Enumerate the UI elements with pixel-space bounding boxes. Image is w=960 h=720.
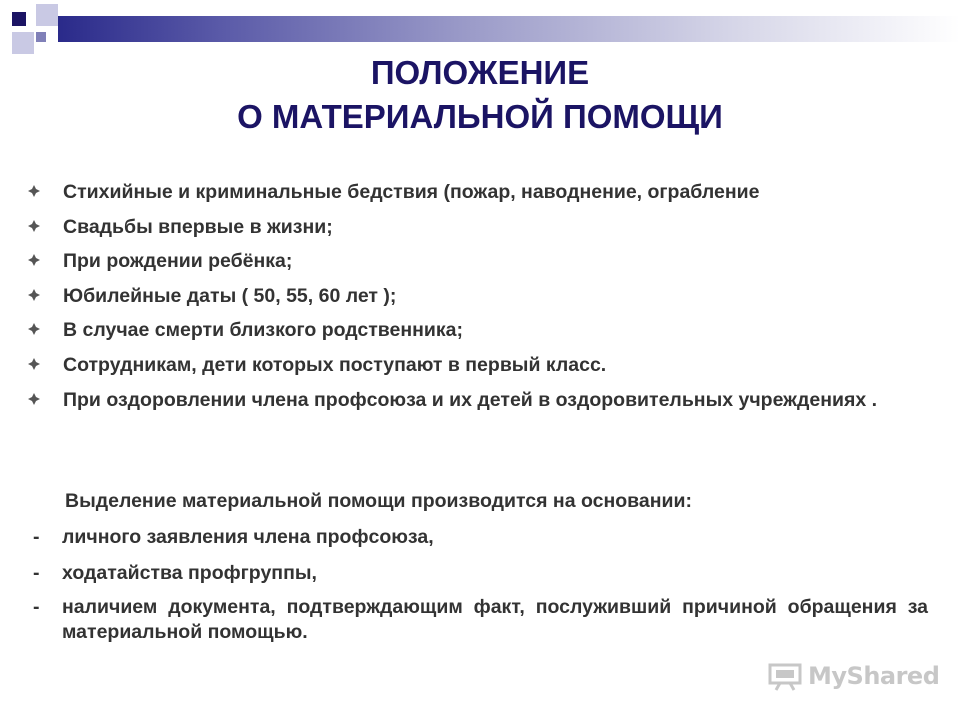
list-item [28,180,938,205]
list-item [28,215,938,240]
list-item-text: Свадьбы впервые в жизни; [63,215,333,238]
list-item [28,284,938,309]
basis-intro: Выделение материальной помощи производится на основании: [65,490,692,512]
presentation-icon [768,661,802,691]
list-item [28,318,938,343]
basis-item-text: наличием документа, подтверждающим факт, послуживший причиной обращения за материальной помощью. [62,596,928,643]
basis-item-text: личного заявления члена профсоюза, [62,526,434,548]
list-item [28,353,938,378]
list-item-text: Юбилейные даты ( 50, 55, 60 лет ); [63,284,397,307]
list-item [28,249,938,274]
page-title-line-1: ПОЛОЖЕНИЕ [370,54,590,91]
list-item-text: Стихийные и криминальные бедствия (пожар, наводнение, ограбление [63,181,760,203]
reasons-list [28,180,938,422]
list-item-text: При рождении ребёнка; [63,250,293,273]
basis-dash: - [33,562,40,584]
diamond-bullet-icon [28,393,40,405]
diamond-bullet-icon [28,254,40,266]
list-item-text: В случае смерти близкого родственника; [63,319,464,342]
header-square-navy [12,12,26,26]
diamond-bullet-icon [28,323,40,335]
watermark-text: MyShared [808,662,940,690]
diamond-bullet-icon [28,289,40,301]
list-item-text: При оздоровлении члена профсоюза и их детей в оздоровительных учреждениях . [63,388,878,411]
list-item-text: Сотрудникам, дети которых поступают в первый класс. [63,353,607,376]
diamond-bullet-icon [28,220,40,232]
header-gradient-bar [58,16,960,42]
list-item [28,388,938,413]
header-square-lavender [36,4,58,26]
basis-dash: - [33,596,40,618]
diamond-bullet-icon [28,358,40,370]
page-title-line-2: О МАТЕРИАЛЬНОЙ ПОМОЩИ [237,98,723,135]
header-square-lavender-2 [12,32,34,54]
watermark [768,660,939,692]
basis-dash: - [33,526,40,548]
diamond-bullet-icon [28,185,40,197]
basis-item-text: ходатайства профгруппы, [62,562,317,584]
header-square-small [36,32,46,42]
